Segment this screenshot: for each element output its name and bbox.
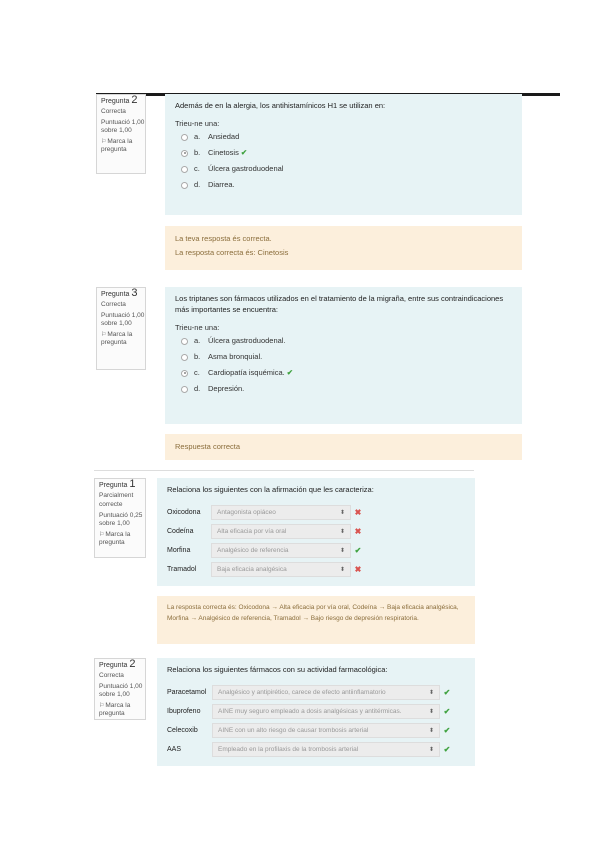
dropdown-arrow-icon: ⬍ bbox=[428, 709, 434, 715]
select-value: Baja eficacia analgésica bbox=[217, 566, 287, 573]
dropdown-arrow-icon: ⬍ bbox=[428, 728, 434, 734]
match-label: Tramadol bbox=[167, 566, 197, 573]
radio-button[interactable] bbox=[181, 338, 188, 345]
match-label: AAS bbox=[167, 746, 182, 753]
option-letter: b. bbox=[194, 148, 201, 157]
match-select[interactable] bbox=[212, 723, 440, 738]
question-info-q2 bbox=[96, 94, 146, 174]
question-status: Correcta bbox=[99, 672, 124, 679]
option-text: Úlcera gastroduodenal. bbox=[208, 336, 286, 345]
option-letter: d. bbox=[194, 180, 201, 189]
question-info-q3 bbox=[96, 287, 146, 370]
radio-button[interactable] bbox=[181, 166, 188, 173]
check-icon: ✔ bbox=[443, 707, 451, 716]
option-letter: c. bbox=[194, 164, 200, 173]
answer-option[interactable] bbox=[175, 333, 512, 349]
feedback-line: La resposta correcta és: Cinetosis bbox=[175, 248, 289, 257]
check-icon: ✔ bbox=[443, 745, 451, 754]
match-row bbox=[167, 721, 465, 740]
select-value: Analgésico de referencia bbox=[217, 547, 289, 554]
answer-option[interactable] bbox=[175, 129, 512, 145]
check-icon: ✔ bbox=[354, 546, 362, 555]
check-icon: ✔ bbox=[443, 726, 451, 735]
radio-button[interactable] bbox=[181, 386, 188, 393]
option-text: Ansiedad bbox=[208, 132, 240, 141]
check-icon: ✔ bbox=[286, 368, 294, 377]
answer-option[interactable] bbox=[175, 381, 512, 397]
flag-icon: ⚐ bbox=[101, 332, 107, 338]
dropdown-arrow-icon: ⬍ bbox=[339, 529, 345, 535]
cross-icon: ✖ bbox=[354, 565, 362, 574]
dropdown-arrow-icon: ⬍ bbox=[428, 747, 434, 753]
match-row bbox=[167, 560, 465, 579]
option-letter: a. bbox=[194, 336, 201, 345]
match-select[interactable] bbox=[211, 562, 351, 577]
match-select[interactable] bbox=[211, 505, 351, 520]
question-grade: Puntuació 1,00 sobre 1,00 bbox=[101, 312, 145, 327]
feedback-line: La resposta correcta és: Oxicodona → Alta eficacia por vía oral, Codeína → Baja eficacia analgésica, Morfina → Analgésico de referencia, Tramadol → Bajo riesgo de depresión respiratoria. bbox=[167, 604, 459, 622]
dropdown-arrow-icon: ⬍ bbox=[339, 510, 345, 516]
feedback-box-m1 bbox=[157, 596, 475, 644]
dropdown-arrow-icon: ⬍ bbox=[339, 567, 345, 573]
match-select[interactable] bbox=[211, 543, 351, 558]
flag-icon: ⚐ bbox=[101, 139, 107, 145]
radio-button[interactable] bbox=[181, 370, 188, 377]
question-grade: Puntuació 1,00 sobre 1,00 bbox=[101, 119, 145, 134]
question-status: Correcta bbox=[101, 301, 126, 308]
option-letter: c. bbox=[194, 368, 200, 377]
radio-button[interactable] bbox=[181, 354, 188, 361]
answer-option[interactable] bbox=[175, 177, 512, 193]
select-value: Empleado en la profilaxis de la trombosis arterial bbox=[218, 746, 359, 753]
match-label: Paracetamol bbox=[167, 689, 207, 696]
match-label: Celecoxib bbox=[167, 727, 198, 734]
match-row bbox=[167, 522, 465, 541]
answer-option[interactable] bbox=[175, 145, 512, 161]
select-value: Analgésico y antipirético, carece de efecto antiinflamatorio bbox=[218, 689, 386, 696]
dropdown-arrow-icon: ⬍ bbox=[428, 690, 434, 696]
cross-icon: ✖ bbox=[354, 508, 362, 517]
match-row bbox=[167, 702, 465, 721]
flag-question-link[interactable]: ⚐Marca la pregunta bbox=[101, 331, 133, 346]
match-label: Morfina bbox=[167, 547, 191, 554]
question-info-m2 bbox=[94, 658, 146, 720]
question-info-m1 bbox=[94, 478, 146, 558]
answer-option[interactable] bbox=[175, 365, 512, 381]
flag-question-link[interactable]: ⚐Marca la pregunta bbox=[99, 531, 131, 546]
option-letter: a. bbox=[194, 132, 201, 141]
radio-button[interactable] bbox=[181, 150, 188, 157]
option-letter: d. bbox=[194, 384, 201, 393]
question-number: Pregunta 1 bbox=[99, 478, 136, 490]
option-text: Depresión. bbox=[208, 384, 245, 393]
flag-question-link[interactable]: ⚐Marca la pregunta bbox=[101, 138, 133, 153]
question-status: Correcta bbox=[101, 108, 126, 115]
section-divider bbox=[94, 470, 474, 471]
feedback-box-q3 bbox=[165, 434, 522, 460]
option-text: Cardiopatía isquémica. bbox=[208, 368, 285, 377]
match-select[interactable] bbox=[211, 524, 351, 539]
feedback-box-q2 bbox=[165, 226, 522, 270]
select-label: Trieu-ne una: bbox=[175, 119, 220, 128]
match-row bbox=[167, 683, 465, 702]
question-number: Pregunta 2 bbox=[99, 658, 136, 670]
question-number: Pregunta 2 bbox=[101, 94, 138, 106]
question-grade: Puntuació 1,00 sobre 1,00 bbox=[99, 683, 143, 698]
dropdown-arrow-icon: ⬍ bbox=[339, 548, 345, 554]
option-text: Cinetosis bbox=[208, 148, 239, 157]
question-status: Parcialment correcte bbox=[99, 492, 134, 508]
match-label: Ibuprofeno bbox=[167, 708, 201, 715]
match-row bbox=[167, 541, 465, 560]
question-number: Pregunta 3 bbox=[101, 287, 138, 299]
match-select[interactable] bbox=[212, 704, 440, 719]
answer-option[interactable] bbox=[175, 349, 512, 365]
match-select[interactable] bbox=[212, 742, 440, 757]
option-text: Asma bronquial. bbox=[208, 352, 263, 361]
select-value: AINE muy seguro empleado a dosis analgésicas y antitérmicas. bbox=[218, 708, 402, 715]
check-icon: ✔ bbox=[443, 688, 451, 697]
cross-icon: ✖ bbox=[354, 527, 362, 536]
question-box-m2 bbox=[157, 658, 475, 766]
question-box-q2 bbox=[165, 94, 522, 215]
match-row bbox=[167, 503, 465, 522]
check-icon: ✔ bbox=[240, 148, 248, 157]
flag-icon: ⚐ bbox=[99, 532, 105, 538]
question-grade: Puntuació 0,25 sobre 1,00 bbox=[99, 512, 143, 527]
match-select[interactable] bbox=[212, 685, 440, 700]
match-label: Oxicodona bbox=[167, 509, 201, 516]
select-value: Alta eficacia por vía oral bbox=[217, 528, 287, 535]
question-text: Relaciona los siguientes con la afirmación que les caracteriza: bbox=[167, 485, 374, 494]
option-letter: b. bbox=[194, 352, 201, 361]
radio-button[interactable] bbox=[181, 134, 188, 141]
question-box-q3 bbox=[165, 287, 522, 424]
option-text: Diarrea. bbox=[208, 180, 235, 189]
option-text: Úlcera gastroduodenal bbox=[208, 164, 284, 173]
match-label: Codeína bbox=[167, 528, 194, 535]
radio-button[interactable] bbox=[181, 182, 188, 189]
question-text: Además de en la alergia, los antihistamínicos H1 se utilizan en: bbox=[175, 101, 386, 110]
question-box-m1 bbox=[157, 478, 475, 586]
flag-icon: ⚐ bbox=[99, 703, 105, 709]
question-text: Los triptanes son fármacos utilizados en el tratamiento de la migraña, entre sus contraindicaciones más importantes se encuentra: bbox=[175, 294, 504, 314]
select-value: AINE con un alto riesgo de causar trombosis arterial bbox=[218, 727, 369, 734]
select-value: Antagonista opiáceo bbox=[217, 509, 276, 516]
feedback-line: La teva resposta és correcta. bbox=[175, 234, 272, 243]
match-row bbox=[167, 740, 465, 759]
question-text: Relaciona los siguientes fármacos con su actividad farmacológica: bbox=[167, 665, 388, 674]
answer-option[interactable] bbox=[175, 161, 512, 177]
select-label: Trieu-ne una: bbox=[175, 323, 220, 332]
flag-question-link[interactable]: ⚐Marca la pregunta bbox=[99, 702, 131, 717]
feedback-line: Respuesta correcta bbox=[175, 442, 241, 451]
